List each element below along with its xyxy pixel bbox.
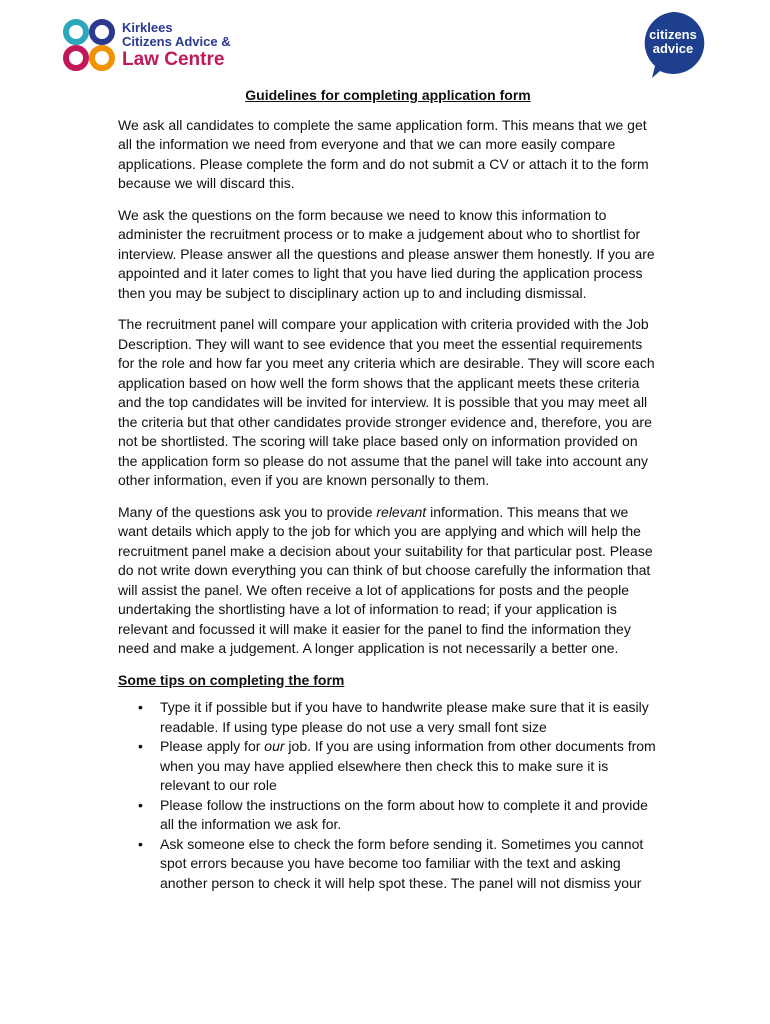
tip-after: job. If you are using information from other documents from when you may have applied elsewhere then check this to make sure it is relevant to our role [160, 738, 656, 793]
kirklees-logo [62, 18, 231, 74]
paragraph-questions: We ask the questions on the form because we need to know this information to administer the recruitment process or to make a judgement about who to shortlist for interview. Please answer all the questions and please answer them honestly. If you are appointed and it later comes to light that you have lied during the application process then you may be subject to disciplinary action up to and including dismissal. [118, 206, 655, 301]
kirklees-logo-mark-icon [62, 18, 118, 74]
tips-heading: Some tips on completing the form [118, 671, 345, 688]
paragraph-recruitment-panel: The recruitment panel will compare your application with criteria provided with the Job Description. They will want to see evidence that you meet the essential requirements for the role and how far you meet any criteria which are desirable. They will score each application based on how well the form shows that the applicant meets these criteria and the top candidates will be invited for interview. It is possible that you may meet all the criteria but that other candidates provide stronger evidence and, therefore, you are not be shortlisted. The scoring will take place based only on information provided on the application form so please do not assume that the panel will take into account any other information, even if you are known personally to them. [118, 316, 655, 488]
list-item [138, 835, 658, 894]
list-item [138, 698, 658, 737]
logo-line-2: Citizens Advice & [122, 34, 231, 49]
document-title: Guidelines for completing application form [245, 87, 531, 103]
para4-after: information. This means that we want details which apply to the job for which you are applying and which will help the recruitment panel make a decision about your suitability for that particular post. Please do not write down everything you can think of but choose carefully the information that will assist the panel. We often receive a lot of applications for posts and the people undertaking the shortlisting have a lot of information to read; if your application is relevant and focussed it will make it easier for the panel to find the information they need and make a judgement. A longer application is not necessarily a better one. [118, 503, 653, 656]
bullet-icon: • [138, 738, 143, 754]
paragraph-application-form: We ask all candidates to complete the same application form. This means that we get all the information we need from everyone and that we can more easily compare applications. Please complete the form and do not submit a CV or attach it to the form because we will discard this. [118, 116, 649, 191]
citizens-advice-text [640, 28, 706, 56]
paragraph-relevant-information [118, 503, 658, 659]
citizens-advice-logo [640, 10, 706, 80]
tips-list [118, 698, 658, 893]
tip-text: Please follow the instructions on the form about how to complete it and provide all the information we ask for. [160, 796, 648, 832]
tip-text: Ask someone else to check the form before sending it. Sometimes you cannot spot errors because you have become too familiar with the text and asking another person to check it will help spot these. The panel will not dismiss your [160, 835, 644, 891]
page-header [0, 0, 770, 90]
logo-line-3: Law Centre [122, 49, 225, 70]
bullet-icon: • [138, 699, 143, 715]
bullet-icon: • [138, 796, 143, 813]
list-item [138, 737, 658, 796]
bullet-icon: • [138, 835, 143, 852]
document-body [118, 86, 658, 893]
para4-before: Many of the questions ask you to provide [118, 503, 377, 520]
bubble-line-2: advice [652, 41, 694, 56]
para4-emphasis: relevant [376, 503, 427, 520]
tip-text: Type it if possible but if you have to handwrite please make sure that it is easily readable. If using type please do not use a very small font size [160, 699, 649, 735]
tip-before: Please apply for [160, 738, 265, 754]
logo-line-1: Kirklees [122, 20, 173, 35]
tip-emphasis: our [264, 738, 285, 754]
list-item [138, 796, 658, 835]
kirklees-logo-text [122, 21, 231, 71]
bubble-line-1: citizens [649, 27, 697, 42]
